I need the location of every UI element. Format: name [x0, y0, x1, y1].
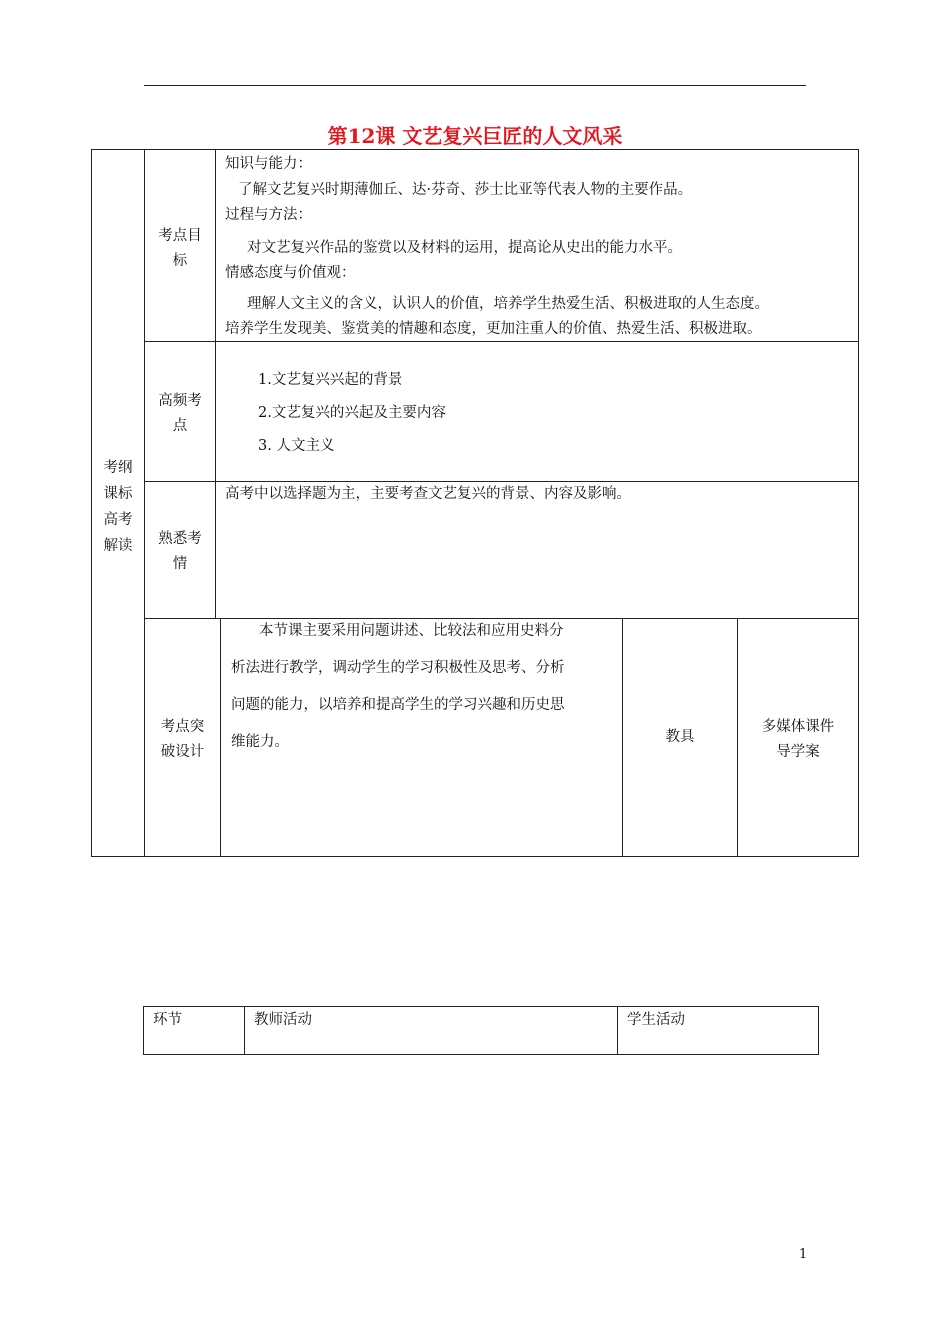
- emotion-heading: 情感态度与价值观：: [225, 265, 356, 281]
- knowledge-heading: 知识与能力：: [225, 156, 312, 172]
- high-freq-item-1: 1.文艺复兴兴起的背景: [258, 372, 403, 388]
- activity-border-right: [818, 1006, 819, 1055]
- goals-label: 考点目 标: [158, 228, 202, 269]
- tools-value: 多媒体课件 导学案: [761, 719, 835, 760]
- activity-col-stage: 环节: [153, 1012, 182, 1028]
- breakthrough-text-line1: 本节课主要采用问题讲述、比较法和应用史料分: [259, 623, 564, 639]
- activity-border-left: [143, 1006, 144, 1055]
- tools-label: 教具: [665, 729, 695, 745]
- page-title: 第12课 文艺复兴巨匠的人文风采: [327, 124, 623, 148]
- activity-col-divider-2: [617, 1006, 618, 1055]
- emotion-text-line1: 理解人文主义的含义，认识人的价值，培养学生热爱生活、积极进取的人生态度。: [247, 296, 769, 312]
- breakthrough-text-line2: 析法进行教学，调动学生的学习积极性及思考、分析: [231, 660, 565, 676]
- page-number: 1: [799, 1247, 808, 1262]
- breakthrough-label: 考点突 破设计: [160, 719, 205, 760]
- table-border-bottom: [91, 856, 859, 857]
- activity-col-student: 学生活动: [627, 1012, 685, 1028]
- high-freq-item-2: 2.文艺复兴的兴起及主要内容: [258, 405, 446, 421]
- row-divider-1: [144, 341, 859, 342]
- col-divider-label-upper: [215, 149, 216, 619]
- high-freq-label: 高频考 点: [158, 393, 202, 434]
- col-divider-label-lower: [220, 618, 221, 857]
- process-text: 对文艺复兴作品的鉴赏以及材料的运用，提高论从史出的能力水平。: [247, 240, 682, 256]
- breakthrough-text-line4: 维能力。: [231, 734, 289, 750]
- high-freq-item-3: 3. 人文主义: [258, 438, 335, 454]
- header-rule: [144, 85, 806, 86]
- knowledge-text: 了解文艺复兴时期薄伽丘、达·芬奇、莎士比亚等代表人物的主要作品。: [238, 182, 693, 198]
- exam-situation-label: 熟悉考 情: [158, 531, 202, 572]
- table-border-right: [858, 149, 859, 857]
- section-label: 考纲 课标 高考 解读: [103, 460, 133, 554]
- row-divider-2: [144, 481, 859, 482]
- exam-situation-text: 高考中以选择题为主，主要考查文艺复兴的背景、内容及影响。: [225, 486, 631, 502]
- table-border-top: [91, 149, 859, 150]
- activity-col-divider-1: [244, 1006, 245, 1055]
- row-divider-3: [144, 618, 859, 619]
- emotion-text-line2: 培养学生发现美、鉴赏美的情趣和态度，更加注重人的价值、热爱生活、积极进取。: [225, 321, 762, 337]
- process-heading: 过程与方法：: [225, 207, 312, 223]
- breakthrough-text-line3: 问题的能力，以培养和提高学生的学习兴趣和历史思: [231, 697, 565, 713]
- activity-col-teacher: 教师活动: [254, 1012, 312, 1028]
